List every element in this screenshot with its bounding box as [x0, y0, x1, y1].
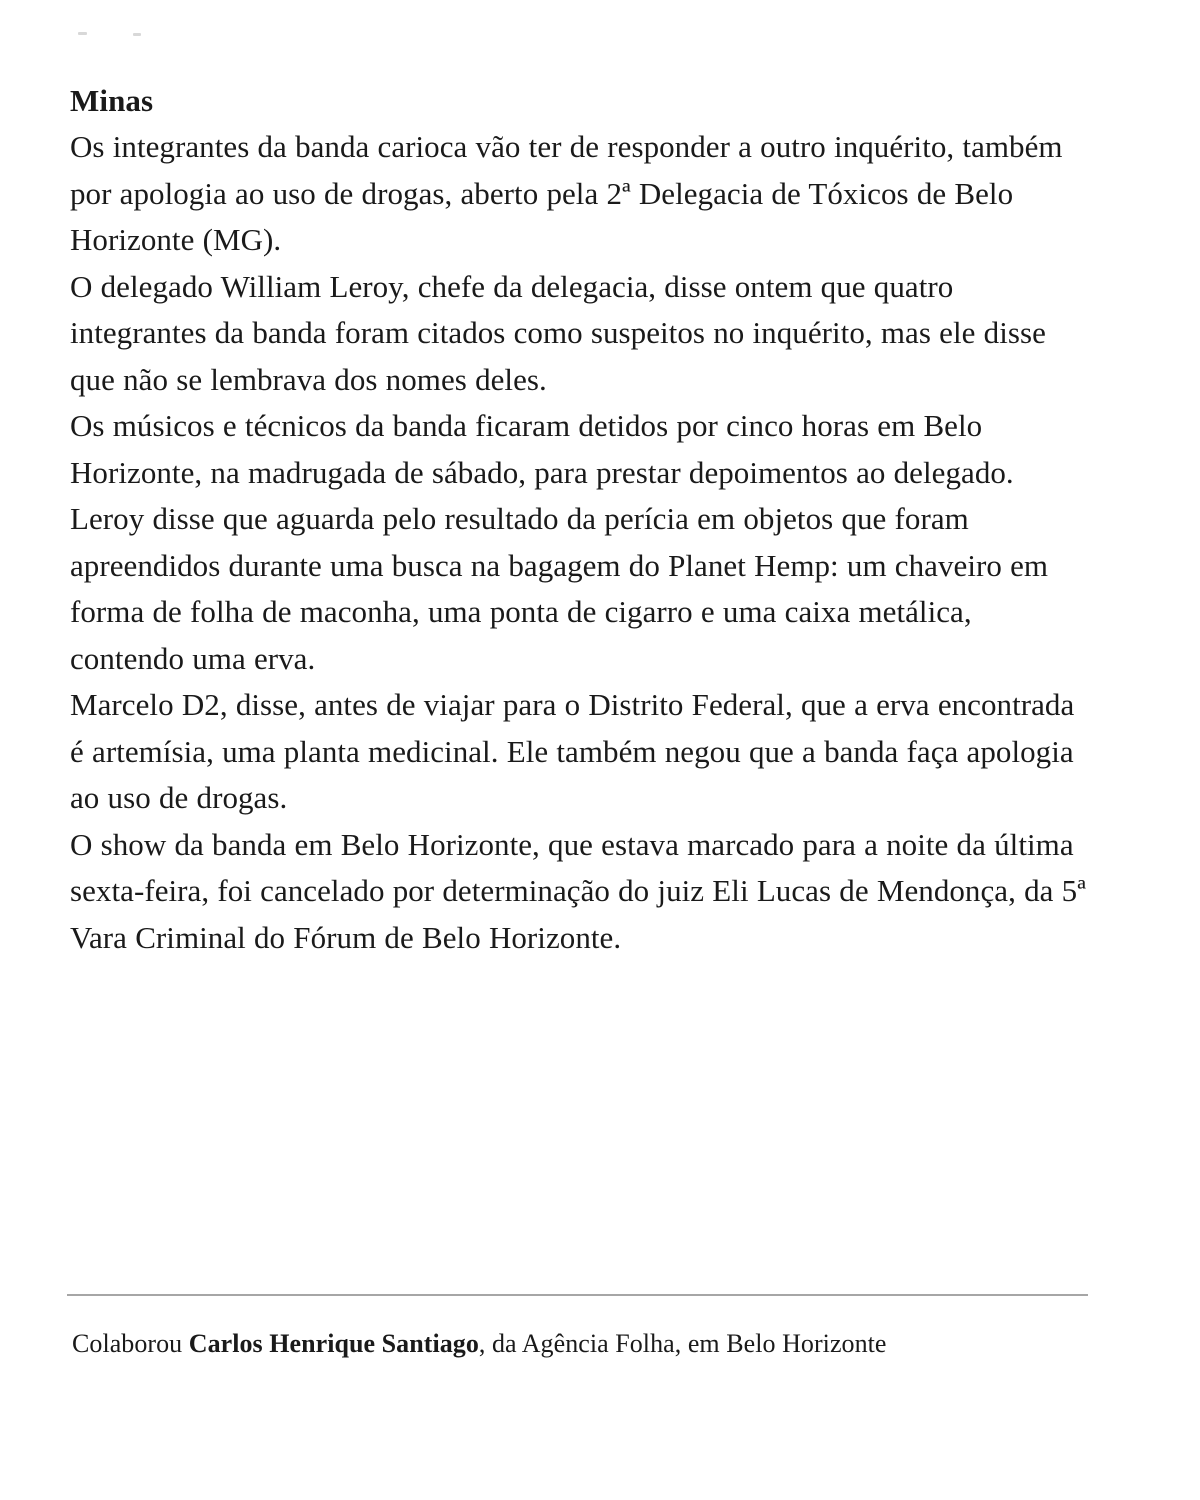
credit-prefix: Colaborou [72, 1329, 189, 1358]
article-paragraph: O delegado William Leroy, chefe da delegacia, disse ontem que quatro integrantes da banda foram citados como suspeitos no inquérito, mas ele disse que não se lembrava dos nomes deles. [70, 268, 1046, 397]
article-paragraph: Leroy disse que aguarda pelo resultado da perícia em objetos que foram apreendidos durante uma busca na bagagem do Planet Hemp: um chaveiro em forma de folha de maconha, uma ponta de cigarro e uma caixa metálica, contendo uma erva. [70, 501, 1049, 676]
scan-artifact-group [0, 0, 1200, 70]
article-paragraph: Marcelo D2, disse, antes de viajar para o Distrito Federal, que a erva encontrada é artemísia, uma planta medicinal. Ele também negou que a banda faça apologia ao uso de drogas. [70, 687, 1075, 815]
credit-divider [67, 1294, 1088, 1296]
article-headline: Minas [70, 83, 154, 118]
article-paragraphs [70, 124, 1088, 961]
article-paragraph: Os integrantes da banda carioca vão ter de responder a outro inquérito, também por apologia ao uso de drogas, aberto pela 2ª Delegacia de Tóxicos de Belo Horizonte (MG). [70, 129, 1063, 257]
article-body [70, 78, 1088, 961]
article-credit-block [67, 1294, 1088, 1364]
article-paragraph: Os músicos e técnicos da banda ficaram detidos por cinco horas em Belo Horizonte, na madrugada de sábado, para prestar depoimentos ao delegado. [70, 408, 1014, 490]
scan-speck-icon [133, 33, 141, 36]
credit-suffix: , da Agência Folha, em Belo Horizonte [478, 1329, 887, 1358]
credit-line [67, 1324, 1088, 1364]
article-paragraph: O show da banda em Belo Horizonte, que estava marcado para a noite da última sexta-feira, foi cancelado por determinação do juiz Eli Lucas de Mendonça, da 5ª Vara Criminal do Fórum de Belo Horizonte. [70, 826, 1086, 955]
credit-contributor-name: Carlos Henrique Santiago [188, 1329, 479, 1358]
scan-speck-icon [78, 32, 87, 35]
